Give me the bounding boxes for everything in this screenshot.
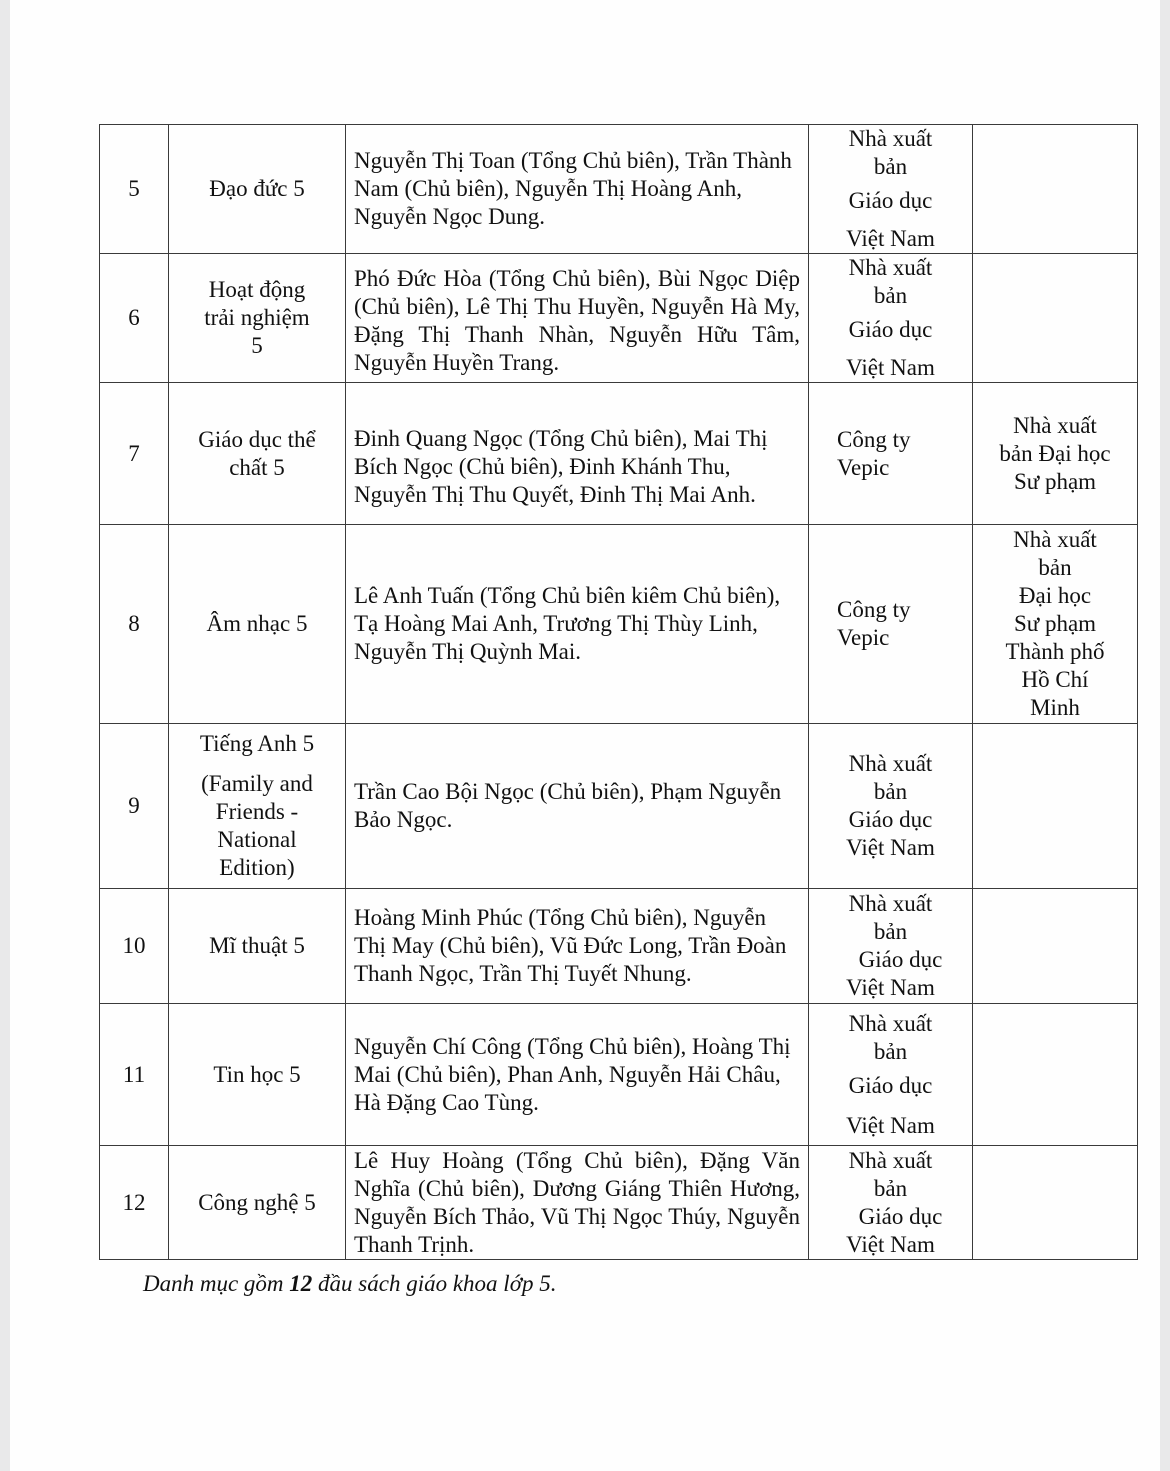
subject-line: Friends - [215,799,299,824]
publisher-line: Việt Nam [846,975,935,1000]
printer-line: Đại học [1018,583,1092,608]
subject-line: National [217,827,297,852]
publisher-line: bản [873,1038,908,1064]
printer-line: Nhà xuất [1013,412,1097,438]
publisher-line: bản [873,283,908,308]
publisher-cell [809,383,973,525]
printer-line: bản Đại học [999,440,1111,466]
publisher-line: Nhà xuất [848,891,933,916]
subject-line: 5 [251,333,263,358]
authors-cell: Nguyễn Thị Toan (Tổng Chủ biên), Trần Thành Nam (Chủ biên), Nguyễn Thị Hoàng Anh, Nguyễn Ngọc Dung. [346,125,809,254]
row-number: 9 [100,724,169,889]
table-row [100,125,1138,254]
publisher-line: Giáo dục [848,317,933,342]
publisher-line: Giáo dục [858,947,943,972]
printer-cell [973,383,1138,525]
authors-cell: Lê Huy Hoàng (Tổng Chủ biên), Đặng Văn Nghĩa (Chủ biên), Dương Giáng Thiên Hương, Nguyễn Bích Thảo, Vũ Thị Ngọc Thúy, Nguyễn Thanh Trịnh. [346,1146,809,1260]
authors-cell: Phó Đức Hòa (Tổng Chủ biên), Bùi Ngọc Diệp (Chủ biên), Lê Thị Thu Huyền, Nguyễn Hà My, Đặng Thị Thanh Nhàn, Nguyễn Hữu Tâm, Nguyễn Huyền Trang. [346,254,809,383]
publisher-line: Việt Nam [846,835,935,860]
authors-cell: Hoàng Minh Phúc (Tổng Chủ biên), Nguyễn Thị May (Chủ biên), Vũ Đức Long, Trần Đoàn Thanh Ngọc, Trần Thị Tuyết Nhung. [346,889,809,1004]
subject-cell [169,1004,346,1146]
printer-cell [973,125,1138,254]
subject-line: chất 5 [229,454,285,480]
row-number: 11 [100,1004,169,1146]
table-row [100,724,1138,889]
publisher-cell [809,724,973,889]
textbook-table [99,124,1138,1260]
row-number: 7 [100,383,169,525]
row-number: 5 [100,125,169,254]
printer-cell [973,724,1138,889]
publisher-line: Nhà xuất [848,751,933,776]
row-number: 12 [100,1146,169,1260]
footer-count: 12 [289,1271,313,1296]
subject-line: Tiếng Anh 5 [199,731,315,756]
publisher-line: Giáo dục [848,1072,933,1098]
table-row [100,254,1138,383]
printer-line: Thành phố [1005,639,1105,664]
row-number: 6 [100,254,169,383]
subject-line: trải nghiệm [204,305,310,330]
publisher-line: Giáo dục [848,188,933,213]
subject-line: Âm nhạc 5 [206,611,308,636]
subject-line: (Family and [201,771,313,796]
publisher-cell [809,254,973,383]
subject-cell [169,254,346,383]
printer-cell [973,889,1138,1004]
table-row [100,889,1138,1004]
row-number: 8 [100,525,169,724]
publisher-line: Giáo dục [848,807,933,832]
publisher-line: Việt Nam [846,1112,935,1138]
publisher-line: bản [873,154,908,179]
authors-cell: Nguyễn Chí Công (Tổng Chủ biên), Hoàng Thị Mai (Chủ biên), Phan Anh, Nguyễn Hải Châu, Hà Đặng Cao Tùng. [346,1004,809,1146]
publisher-line: Giáo dục [858,1203,943,1229]
publisher-line: Vepic [837,625,890,650]
table-row [100,1004,1138,1146]
subject-line: Đạo đức 5 [209,176,305,201]
authors-cell: Lê Anh Tuấn (Tổng Chủ biên kiêm Chủ biên), Tạ Hoàng Mai Anh, Trương Thị Thùy Linh, Nguyễn Thị Quỳnh Mai. [346,525,809,724]
publisher-line: bản [873,779,908,804]
subject-cell [169,525,346,724]
printer-cell [973,1004,1138,1146]
publisher-line: Việt Nam [846,355,935,380]
publisher-line: Vepic [837,454,890,480]
printer-line: Hồ Chí [1021,667,1089,692]
row-number: 10 [100,889,169,1004]
publisher-line: Nhà xuất [848,1147,933,1173]
table-row [100,383,1138,525]
publisher-cell [809,889,973,1004]
publisher-line: Việt Nam [846,1231,935,1257]
printer-line: Sư phạm [1013,468,1097,494]
publisher-line: bản [873,919,908,944]
subject-line: Edition) [219,855,295,880]
subject-cell [169,383,346,525]
publisher-line: Nhà xuất [848,126,933,151]
subject-line: Hoạt động [208,277,306,302]
printer-cell [973,254,1138,383]
publisher-cell [809,1146,973,1260]
subject-cell [169,724,346,889]
footer-note [143,1271,556,1297]
table-row [100,1146,1138,1260]
authors-cell: Trần Cao Bội Ngọc (Chủ biên), Phạm Nguyễn Bảo Ngọc. [346,724,809,889]
subject-cell [169,889,346,1004]
printer-line: Minh [1030,695,1080,720]
subject-line: Công nghệ 5 [198,1189,316,1215]
printer-cell [973,525,1138,724]
table-row [100,525,1138,724]
publisher-line: Công ty [837,597,911,622]
publisher-line: Công ty [837,426,911,452]
printer-line: bản [1038,555,1072,580]
printer-line: Nhà xuất [1013,527,1097,552]
subject-line: Tin học 5 [213,1061,301,1087]
publisher-cell [809,125,973,254]
printer-cell [973,1146,1138,1260]
subject-cell [169,125,346,254]
authors-cell: Đinh Quang Ngọc (Tổng Chủ biên), Mai Thị Bích Ngọc (Chủ biên), Đinh Khánh Thu, Nguyễn Thị Thu Quyết, Đinh Thị Mai Anh. [346,383,809,525]
subject-line: Mĩ thuật 5 [209,933,305,958]
printer-line: Sư phạm [1013,611,1097,636]
publisher-line: Nhà xuất [848,255,933,280]
subject-cell [169,1146,346,1260]
publisher-cell [809,1004,973,1146]
footer-text-before: Danh mục gồm [143,1271,290,1296]
publisher-line: Nhà xuất [848,1010,933,1036]
subject-line: Giáo dục thể [198,426,316,452]
document-page [10,0,1160,1471]
publisher-line: Việt Nam [846,226,935,251]
footer-text-after: đầu sách giáo khoa lớp 5. [312,1271,557,1296]
publisher-line: bản [873,1175,908,1201]
publisher-cell [809,525,973,724]
